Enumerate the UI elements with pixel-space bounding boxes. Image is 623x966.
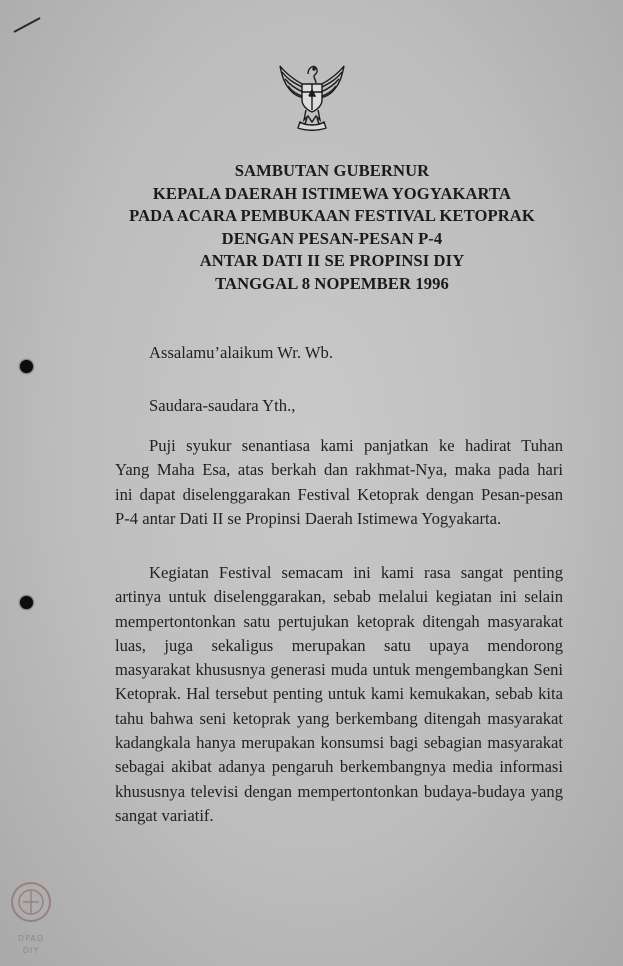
paragraph-1	[115, 434, 563, 531]
paragraph-line: masyarakat khususnya generasi muda untuk mengembangkan Seni	[115, 660, 563, 680]
paragraph-line: tahu bahwa seni ketoprak yang berkembang ditengah masyarakat	[115, 708, 563, 728]
binder-hole	[20, 360, 33, 373]
paragraph-line: sangat variatif.	[115, 805, 214, 825]
paragraph-line: khususnya televisi dengan mempertontonkan budaya-budaya yang	[115, 781, 563, 801]
title-line: DENGAN PESAN-PESAN P-4	[221, 228, 443, 248]
paragraph-line: artinya untuk diselenggarakan, sebab melalui kegiatan ini selain	[115, 587, 563, 607]
stamp-text-line: DIY	[22, 946, 40, 955]
title-line: PADA ACARA PEMBUKAAN FESTIVAL KETOPRAK	[129, 206, 535, 226]
paragraph-2	[115, 561, 563, 828]
pen-stroke-mark	[13, 17, 40, 33]
paragraph-line: ini dapat diselenggarakan Festival Ketoprak dengan Pesan-pesan	[115, 484, 563, 504]
paragraph-line: P-4 antar Dati II se Propinsi Daerah Istimewa Yogyakarta.	[115, 508, 502, 528]
title-line: SAMBUTAN GUBERNUR	[234, 161, 430, 180]
paragraph-line: luas, juga sekaligus merupakan satu upaya mendorong	[115, 635, 563, 655]
garuda-emblem-icon	[270, 52, 354, 136]
title-line: TANGGAL 8 NOPEMBER 1996	[215, 273, 449, 293]
title-line: KEPALA DAERAH ISTIMEWA YOGYAKARTA	[152, 183, 512, 203]
stamp-text-line: DPAD	[17, 934, 45, 943]
archive-stamp	[8, 876, 54, 962]
title-line: ANTAR DATI II SE PROPINSI DIY	[199, 251, 465, 271]
paragraph-line: Puji syukur senantiasa kami panjatkan ke hadirat Tuhan	[149, 436, 563, 455]
binder-hole	[20, 596, 33, 609]
paragraph-line: mempertontonkan satu pertujukan ketoprak ditengah masyarakat	[115, 611, 563, 631]
paragraph-line: sebagai akibat adanya pengaruh berkembangnya media informasi	[115, 757, 563, 777]
archive-seal-icon	[8, 876, 54, 932]
greeting: Assalamu’alaikum Wr. Wb.	[149, 343, 333, 362]
salutation: Saudara-saudara Yth.,	[149, 396, 296, 415]
paragraph-line: Kegiatan Festival semacam ini kami rasa sangat penting	[149, 563, 563, 582]
paragraph-line: kadangkala hanya merupakan konsumsi bagi sebagian masyarakat	[115, 733, 563, 753]
paragraph-line: Yang Maha Esa, atas berkah dan rakhmat-Nya, maka pada hari	[115, 460, 563, 480]
paragraph-line: Ketoprak. Hal tersebut penting untuk kami kemukakan, sebab kita	[115, 684, 563, 704]
document-title	[100, 160, 564, 296]
